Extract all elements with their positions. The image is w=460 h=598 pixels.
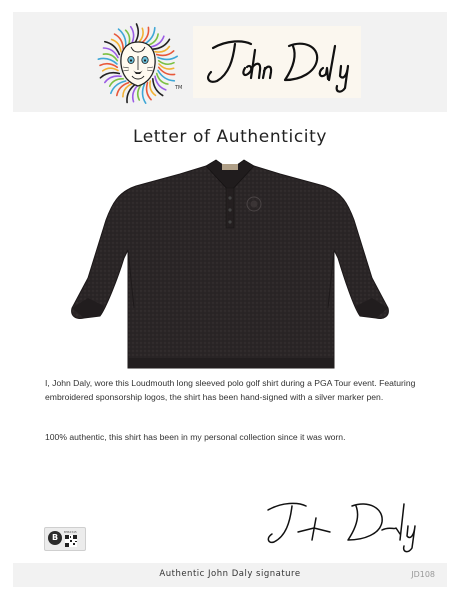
hologram-id: BH62345	[64, 530, 77, 534]
letter-paragraph-1: I, John Daly, wore this Loudmouth long sleeved polo golf shirt during a PGA Tour event. Featuring embroidered sponsorship logos, the shirt has been hand-signed with a silver marker pen.	[45, 378, 416, 402]
john-daly-signature-header	[193, 26, 361, 98]
mane-strand	[131, 27, 134, 44]
certificate-code: JD108	[411, 570, 435, 579]
footer-caption: Authentic John Daly signature	[159, 569, 301, 579]
polo-shirt-photo	[48, 158, 412, 370]
lion-face-logo-icon	[93, 20, 183, 106]
hologram-badge: B	[48, 531, 62, 545]
letter-paragraph-2: 100% authentic, this shirt has been in my personal collection since it was worn.	[45, 432, 346, 442]
mane-strand	[158, 56, 177, 59]
beckett-authentication-hologram-icon	[44, 527, 86, 551]
john-daly-signature-bottom	[262, 488, 427, 556]
mane-strand	[138, 85, 142, 100]
qr-code-icon	[65, 535, 77, 547]
mane-strand	[143, 84, 146, 103]
mane-strand	[135, 24, 139, 43]
mane-strand	[100, 73, 119, 78]
trademark-mark: TM	[175, 85, 183, 91]
footer-band	[13, 563, 447, 587]
mane-strand	[100, 64, 117, 68]
letter-title: Letter of Authenticity	[132, 127, 328, 147]
mane-strand	[103, 68, 118, 71]
mane-strand	[159, 61, 174, 65]
